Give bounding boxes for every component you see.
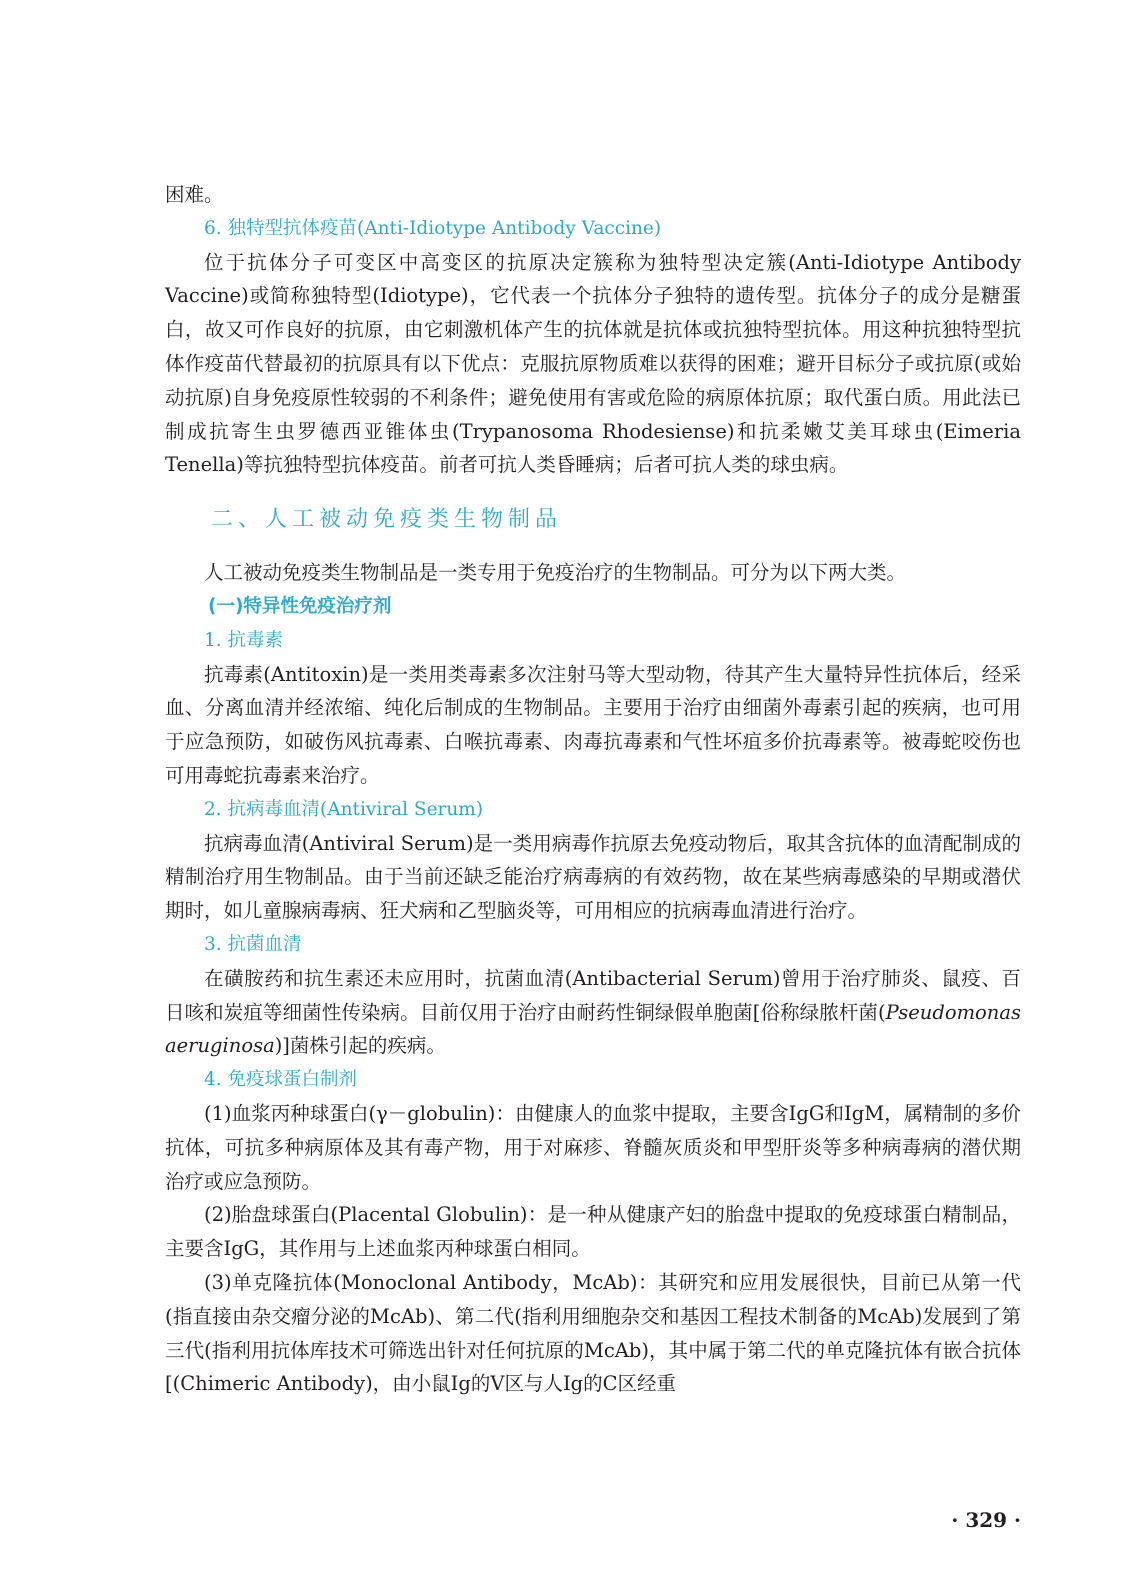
heading-anti-idiotype-vaccine: 6. 独特型抗体疫苗(Anti-Idiotype Antibody Vaccine) — [204, 217, 662, 239]
paragraph-antitoxin: 抗毒素(Antitoxin)是一类用类毒素多次注射马等大型动物，待其产生大量特异性抗体后，经采血、分离血清并经浓缩、纯化后制成的生物制品。主要用于治疗由细菌外毒素引起的疾病，也可用于应急预防，如破伤风抗毒素、白喉抗毒素、肉毒抗毒素和气性坏疽多价抗毒素等。被毒蛇咬伤也可用毒蛇抗毒素来治疗。 — [165, 662, 1021, 787]
heading-antibacterial-serum: 3. 抗菌血清 — [204, 933, 302, 955]
paragraph-anti-idiotype: 位于抗体分子可变区中高变区的抗原决定簇称为独特型决定簇(Anti-Idiotype Antibody Vaccine)或简称独特型(Idiotype)，它代表一个抗体分子独特的遗传型。抗体分子的成分是糖蛋白，故又可作良好的抗原，由它刺激机体产生的抗体就是抗体或抗独特型抗体。用这种抗独特型抗体作疫苗代替最初的抗原具有以下优点：克服抗原物质难以获得的困难；避开目标分子或抗原(或始动抗原)自身免疫原性较弱的不利条件；避免使用有害或危险的病原体抗原；取代蛋白质。用此法已制成抗寄生虫罗德西亚锥体虫(Trypanosoma Rhodesiense)和抗柔嫩艾美耳球虫(Eimeria Tenella)等抗独特型抗体疫苗。前者可抗人类昏睡病；后者可抗人类的球虫病。 — [165, 250, 1021, 477]
subsection-title-specific-therapy: (一)特异性免疫治疗剂 — [208, 595, 392, 617]
paragraph-continuation: 困难。 — [165, 183, 224, 206]
antibacterial-text-a: 在磺胺药和抗生素还未应用时，抗菌血清(Antibacterial Serum)曾用于治疗肺炎、鼠疫、百日咳和炭疽等细菌性传染病。目前仅用于治疗由耐药性铜绿假单胞菌[俗称绿脓杆菌( — [165, 966, 1021, 1024]
paragraph-antibacterial-serum — [165, 962, 1021, 1063]
page-number: · 329 · — [951, 1508, 1021, 1532]
heading-immunoglobulin: 4. 免疫球蛋白制剂 — [204, 1069, 358, 1091]
page-body — [165, 178, 1021, 1401]
paragraph-monoclonal-antibody: (3)单克隆抗体(Monoclonal Antibody，McAb)：其研究和应用发展很快，目前已从第一代(指直接由杂交瘤分泌的McAb)、第二代(指利用细胞杂交和基因工程技术制备的McAb)发展到了第三代(指利用抗体库技术可筛选出针对任何抗原的McAb)，其中属于第二代的单克隆抗体有嵌合抗体[(Chimeric Antibody)，由小鼠Ig的V区与人Ig的C区经重 — [165, 1270, 1021, 1396]
species-name: Pseudomonas aeruginosa — [165, 1000, 1021, 1058]
paragraph-placental-globulin: (2)胎盘球蛋白(Placental Globulin)：是一种从健康产妇的胎盘中提取的免疫球蛋白精制品，主要含IgG，其作用与上述血浆丙种球蛋白相同。 — [165, 1203, 1021, 1261]
paragraph-antiviral-serum: 抗病毒血清(Antiviral Serum)是一类用病毒作抗原去免疫动物后，取其含抗体的血清配制成的精制治疗用生物制品。由于当前还缺乏能治疗病毒病的有效药物，故在某些病毒感染的早期或潜伏期时，如儿童腺病毒病、狂犬病和乙型脑炎等，可用相应的抗病毒血清进行治疗。 — [165, 831, 1021, 923]
paragraph-section-intro: 人工被动免疫类生物制品是一类专用于免疫治疗的生物制品。可分为以下两大类。 — [204, 561, 907, 585]
heading-antiviral-serum: 2. 抗病毒血清(Antiviral Serum) — [204, 798, 484, 820]
section-title-passive-immunity: 二、人工被动免疫类生物制品 — [211, 507, 563, 533]
antibacterial-text-b: )]菌株引起的疾病。 — [274, 1034, 446, 1058]
heading-antitoxin: 1. 抗毒素 — [204, 629, 284, 651]
paragraph-gamma-globulin: (1)血浆丙种球蛋白(γ－globulin)：由健康人的血浆中提取，主要含IgG和IgM，属精制的多价抗体，可抗多种病原体及其有毒产物，用于对麻疹、脊髓灰质炎和甲型肝炎等多种病毒病的潜伏期治疗或应急预防。 — [165, 1101, 1021, 1193]
